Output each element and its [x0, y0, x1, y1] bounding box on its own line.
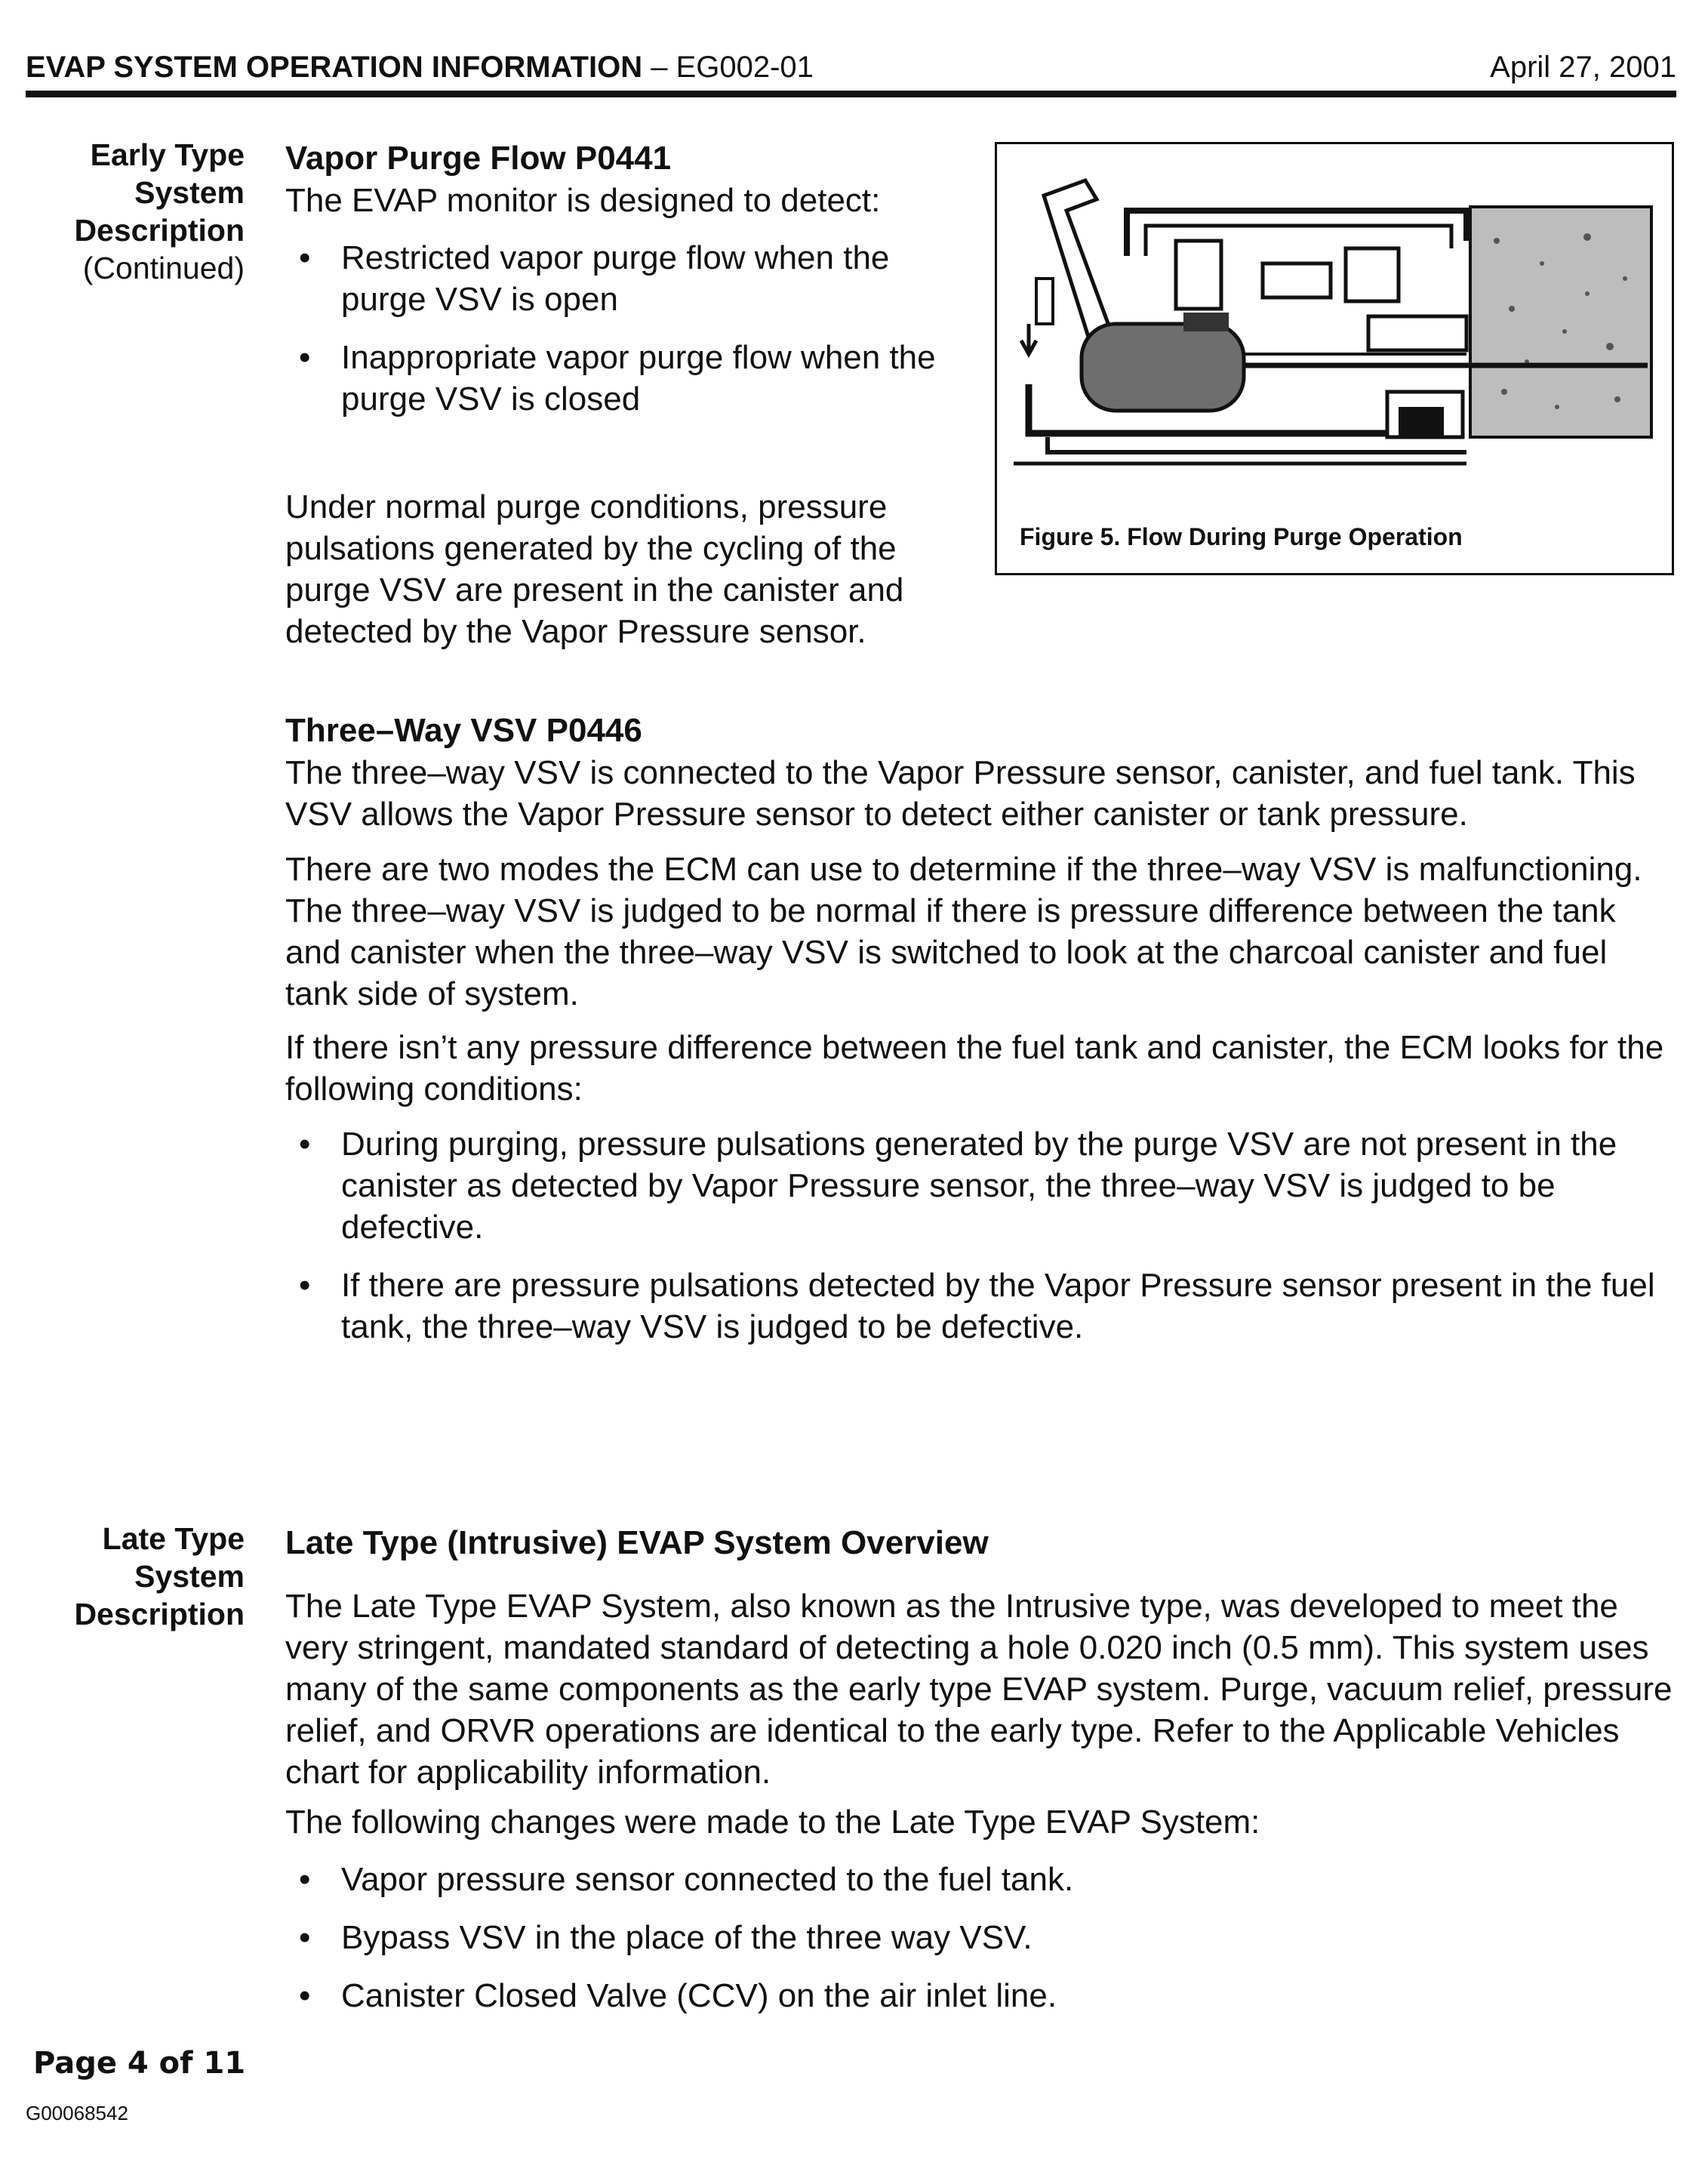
purge-vsv: [1176, 241, 1221, 309]
header-title: [26, 44, 814, 91]
side-label-line: System: [134, 175, 245, 210]
vapor-purge-paragraph: Under normal purge conditions, pressure pulsations generated by the cycling of the purge VSV are present in the canister and detected by the Vapor Pressure sensor.: [285, 488, 904, 650]
fuel-tank: [1082, 324, 1244, 411]
late-type-paragraph-2: The following changes were made to the Late Type EVAP System:: [285, 1804, 1260, 1841]
three-way-paragraph-1: The three–way VSV is connected to the Vapor Pressure sensor, canister, and fuel tank. This VSV allows the Vapor Pressure sensor to detect either canister or tank pressure.: [285, 754, 1636, 833]
early-type-side-label: [26, 136, 245, 287]
list-item: • Vapor pressure sensor connected to the fuel tank.: [285, 1859, 1674, 1900]
page-header: [26, 44, 1676, 91]
three-way-paragraph-2: There are two modes the ECM can use to determine if the three–way VSV is malfunctioning. The three–way VSV is judged to be normal if there is pressure difference between the tank and canister when the three–way VSV is switched to look at the charcoal canister and fuel tank side of system.: [285, 851, 1642, 1012]
list-item: • During purging, pressure pulsations generated by the purge VSV are not present in the canister as detected by Vapor Pressure sensor, the three–way VSV is judged to be defective.: [285, 1123, 1674, 1248]
list-item: • Bypass VSV in the place of the three way VSV.: [285, 1917, 1674, 1958]
vapor-purge-bullets: [285, 237, 942, 420]
list-item: • Restricted vapor purge flow when the purge VSV is open: [285, 237, 942, 320]
vapor-purge-intro: The EVAP monitor is designed to detect:: [285, 182, 881, 219]
header-rule: [26, 91, 1676, 97]
late-type-bullets: [285, 1859, 1674, 2016]
three-way-paragraph-3: If there isn’t any pressure difference between the fuel tank and canister, the ECM looks for the following conditions:: [285, 1029, 1664, 1108]
page-number: Page 4 of 11: [33, 2046, 246, 2081]
side-label-line: Description: [74, 213, 245, 248]
side-label-line: Late Type: [102, 1521, 245, 1556]
flow-arrow-icon: [1021, 324, 1036, 354]
figure-caption: Figure 5. Flow During Purge Operation: [1020, 523, 1463, 550]
late-type-heading: Late Type (Intrusive) EVAP System Overview: [285, 1524, 989, 1561]
list-item: • If there are pressure pulsations detected by the Vapor Pressure sensor present in the fuel tank, the three–way VSV is judged to be defective.: [285, 1265, 1674, 1348]
side-label-line: System: [134, 1559, 245, 1594]
vapor-pressure-sensor: [1036, 279, 1053, 324]
side-label-line: Description: [74, 1597, 245, 1631]
list-item: • Inappropriate vapor purge flow when the purge VSV is closed: [285, 337, 942, 420]
side-label-line: (Continued): [82, 251, 245, 285]
header-date: April 27, 2001: [1490, 51, 1676, 84]
figure-5: [995, 142, 1674, 575]
document-id: G00068542: [26, 2102, 128, 2124]
late-type-paragraph-1: The Late Type EVAP System, also known as the Intrusive type, was developed to meet the very stringent, mandated standard of detecting a hole 0.020 inch (0.5 mm). This system uses many of the same components as the early type EVAP system. Purge, vacuum relief, pressure relief, and ORVR operations are identical to the early type. Refer to the Applicable Vehicles chart for applicability information.: [285, 1588, 1673, 1791]
list-item: • Canister Closed Valve (CCV) on the air inlet line.: [285, 1975, 1674, 2016]
late-type-side-label: [26, 1520, 245, 1633]
header-title-bold: EVAP SYSTEM OPERATION INFORMATION: [26, 51, 643, 84]
purge-flow-diagram: [1014, 165, 1657, 498]
side-label-line: Early Type: [90, 137, 245, 172]
three-way-bullets: [285, 1123, 1674, 1348]
three-way-heading: Three–Way VSV P0446: [285, 712, 642, 749]
header-title-code: – EG002-01: [642, 51, 814, 84]
vapor-purge-heading: Vapor Purge Flow P0441: [285, 140, 672, 177]
